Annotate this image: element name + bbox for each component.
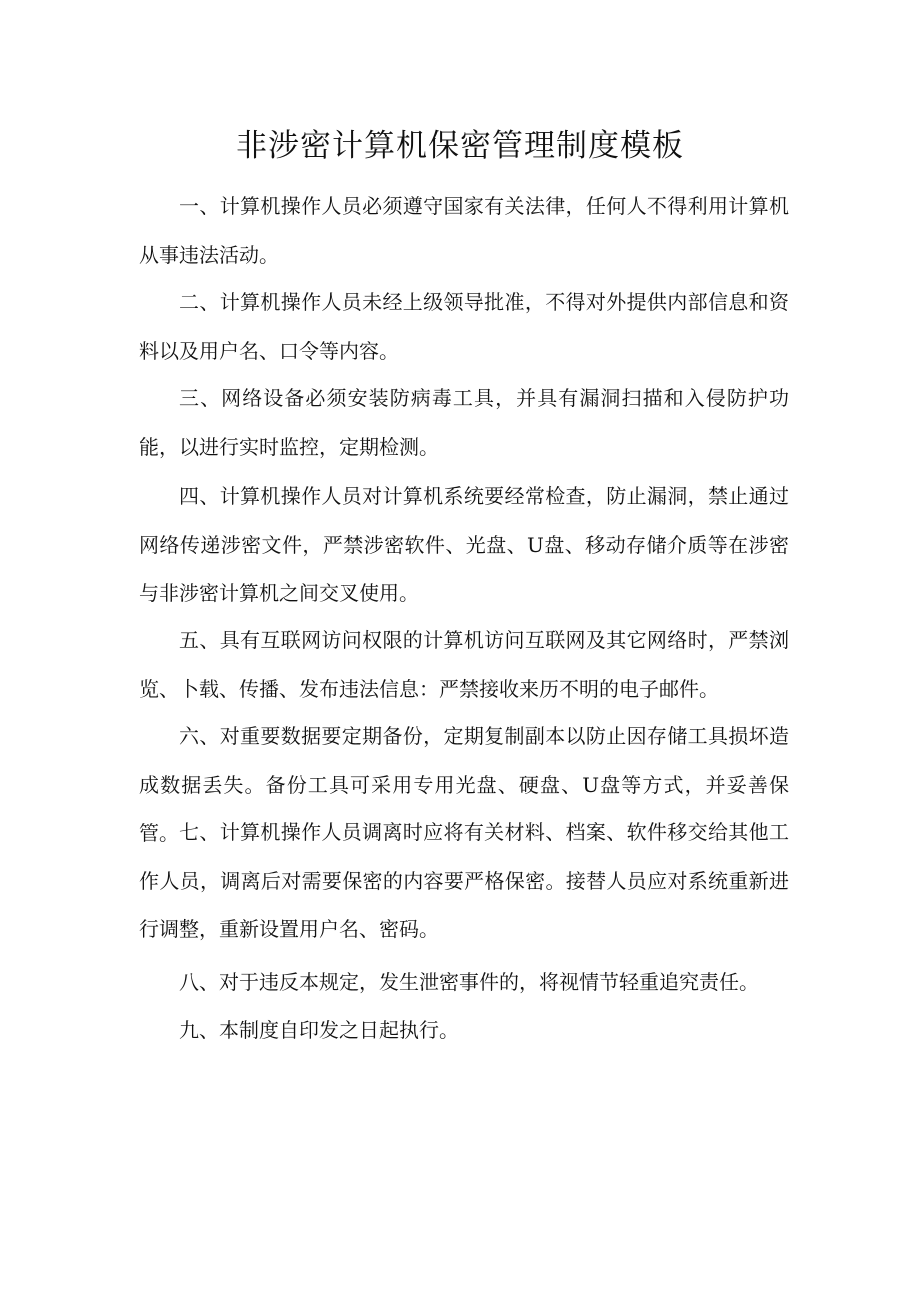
clause-6: 六、对重要数据要定期备份，定期复制副本以防止因存储工具损坏造成数据丢失。备份工具可采用专用光盘、硬盘、U盘等方式，并妥善保管。 bbox=[139, 724, 789, 845]
document-title: 非涉密计算机保密管理制度模板 bbox=[236, 128, 684, 164]
clause-2: 二、计算机操作人员未经上级领导批准，不得对外提供内部信息和资料以及用户名、口令等内容。 bbox=[139, 290, 789, 363]
clause-1: 一、计算机操作人员必须遵守国家有关法律，任何人不得利用计算机从事违法活动。 bbox=[139, 194, 789, 267]
clause-9: 九、本制度自印发之日起执行。 bbox=[179, 1018, 459, 1042]
clause-4: 四、计算机操作人员对计算机系统要经常检查，防止漏洞，禁止通过网络传递涉密文件，严禁涉密软件、光盘、U盘、移动存储介质等在涉密与非涉密计算机之间交叉使用。 bbox=[139, 484, 789, 605]
clause-5: 五、具有互联网访问权限的计算机访问互联网及其它网络时，严禁浏览、卜载、传播、发布违法信息：严禁接收来历不明的电子邮件。 bbox=[139, 628, 789, 701]
clause-3: 三、网络设备必须安装防病毒工具，并具有漏洞扫描和入侵防护功能，以进行实时监控，定期检测。 bbox=[139, 386, 789, 459]
clause-7: 七、计算机操作人员调离时应将有关材料、档案、软件移交给其他工作人员，调离后对需要保密的内容要严格保密。接替人员应对系统重新进行调整，重新设置用户名、密码。 bbox=[139, 820, 789, 941]
clause-8: 八、对于违反本规定，发生泄密事件的，将视情节轻重追究责任。 bbox=[179, 970, 759, 994]
